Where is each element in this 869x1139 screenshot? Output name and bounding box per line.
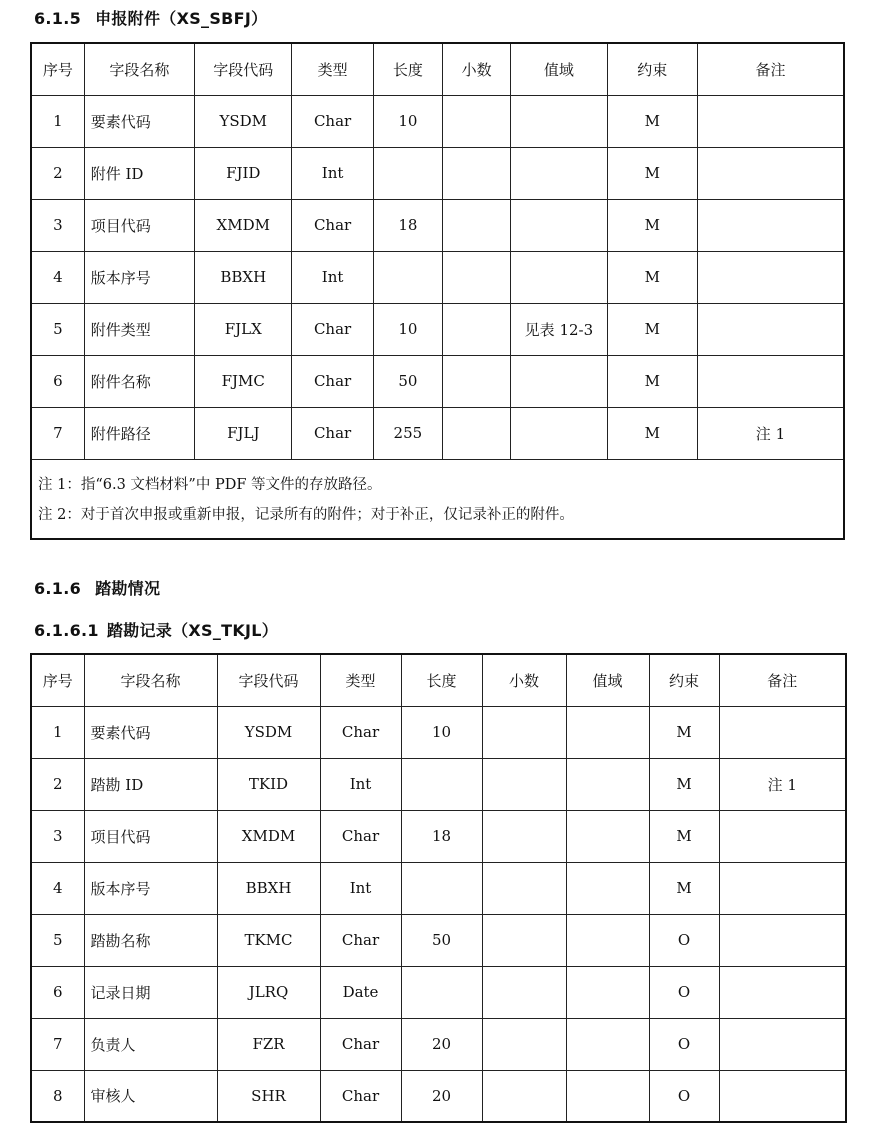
note-line: 注 2：对于首次申报或重新申报，记录所有的附件；对于补正，仅记录补正的附件。 [38, 506, 574, 523]
table-cell: Char [292, 199, 373, 251]
table-cell [719, 810, 846, 862]
table-cell: 附件名称 [84, 355, 194, 407]
table-cell [401, 966, 482, 1018]
table-cell: Date [320, 966, 401, 1018]
table-row [31, 303, 844, 355]
table-cell [511, 407, 607, 459]
column-header: 约束 [649, 654, 719, 706]
table-row [31, 914, 846, 966]
table-cell: 255 [373, 407, 442, 459]
column-header: 类型 [292, 43, 373, 95]
table-cell: M [649, 758, 719, 810]
table-row [31, 810, 846, 862]
table-cell: BBXH [195, 251, 292, 303]
table-cell [442, 251, 510, 303]
table-cell: M [607, 251, 697, 303]
table-cell [442, 199, 510, 251]
table-cell: FZR [217, 1018, 320, 1070]
column-header: 值域 [511, 43, 607, 95]
table-cell [482, 706, 566, 758]
table-cell: M [607, 303, 697, 355]
table-cell [566, 1018, 649, 1070]
table-cell: 10 [373, 95, 442, 147]
table-cell: Char [320, 914, 401, 966]
table-cell [697, 251, 844, 303]
table-cell [442, 407, 510, 459]
table-cell: 18 [401, 810, 482, 862]
table-cell: Char [292, 95, 373, 147]
column-header: 类型 [320, 654, 401, 706]
section-heading-6-1-6-1 [34, 621, 278, 641]
section-heading-6-1-5 [34, 9, 267, 29]
table-cell: Char [292, 303, 373, 355]
table-cell: JLRQ [217, 966, 320, 1018]
table-cell: 审核人 [84, 1070, 217, 1122]
table-cell [566, 1070, 649, 1122]
table-cell: O [649, 966, 719, 1018]
table-row [31, 95, 844, 147]
table-cell [566, 810, 649, 862]
table-row [31, 758, 846, 810]
table-cell [697, 95, 844, 147]
table-cell [482, 1070, 566, 1122]
table-cell: 20 [401, 1070, 482, 1122]
column-header: 序号 [31, 654, 84, 706]
table-cell [373, 147, 442, 199]
table-cell: Int [292, 251, 373, 303]
table-cell [401, 862, 482, 914]
table-cell: M [649, 862, 719, 914]
table-cell: 踏勘 ID [84, 758, 217, 810]
column-header: 字段名称 [84, 654, 217, 706]
table-cell [482, 862, 566, 914]
table-cell [697, 199, 844, 251]
table-row [31, 199, 844, 251]
table-cell [442, 303, 510, 355]
table-cell: XMDM [195, 199, 292, 251]
table-cell [442, 147, 510, 199]
table-cell [511, 147, 607, 199]
note-line: 注 1：指“6.3 文档材料”中 PDF 等文件的存放路径。 [38, 476, 382, 493]
table-cell: 7 [31, 407, 84, 459]
table-cell [697, 303, 844, 355]
table-cell: 18 [373, 199, 442, 251]
table-cell: 6 [31, 355, 84, 407]
column-header: 字段代码 [217, 654, 320, 706]
table-cell: O [649, 914, 719, 966]
table-cell [719, 1018, 846, 1070]
table-cell: 附件 ID [84, 147, 194, 199]
table-cell [511, 199, 607, 251]
table-cell: M [607, 355, 697, 407]
table-row [31, 1070, 846, 1122]
table-cell: 附件路径 [84, 407, 194, 459]
table-cell [566, 966, 649, 1018]
table-cell [566, 862, 649, 914]
table-cell [719, 966, 846, 1018]
table-notes [31, 459, 844, 539]
table-cell [482, 810, 566, 862]
table-cell: M [607, 407, 697, 459]
table-cell: 2 [31, 758, 84, 810]
table-cell [566, 758, 649, 810]
table-cell [401, 758, 482, 810]
table-cell [442, 95, 510, 147]
column-header: 备注 [719, 654, 846, 706]
table-cell: 1 [31, 706, 84, 758]
table-cell: 踏勘名称 [84, 914, 217, 966]
table-cell [566, 706, 649, 758]
table-row [31, 966, 846, 1018]
table-cell: M [607, 199, 697, 251]
table-notes-row [31, 459, 844, 539]
table-row [31, 1018, 846, 1070]
table-cell: 5 [31, 914, 84, 966]
table-cell: 4 [31, 862, 84, 914]
table-cell: 10 [401, 706, 482, 758]
table-cell: 负责人 [84, 1018, 217, 1070]
table-cell [373, 251, 442, 303]
table-cell: Int [320, 758, 401, 810]
table-cell: 要素代码 [84, 95, 194, 147]
table-cell [442, 355, 510, 407]
section-heading-6-1-6 [34, 579, 160, 599]
table-cell: 10 [373, 303, 442, 355]
column-header: 备注 [697, 43, 844, 95]
column-header: 长度 [401, 654, 482, 706]
table-cell: 注 1 [719, 758, 846, 810]
column-header: 长度 [373, 43, 442, 95]
column-header: 字段名称 [84, 43, 194, 95]
table-cell [719, 862, 846, 914]
table-cell [719, 1070, 846, 1122]
table-cell: 版本序号 [84, 251, 194, 303]
section-title: 申报附件（XS_SBFJ） [95, 9, 268, 28]
table-cell: O [649, 1070, 719, 1122]
table-cell: 50 [373, 355, 442, 407]
table-xs-sbfj [30, 42, 845, 540]
column-header: 字段代码 [195, 43, 292, 95]
table-row [31, 407, 844, 459]
column-header: 序号 [31, 43, 84, 95]
table-cell: FJLX [195, 303, 292, 355]
table-header-row [31, 654, 846, 706]
table-cell [697, 147, 844, 199]
table-cell: 版本序号 [84, 862, 217, 914]
table-cell: YSDM [217, 706, 320, 758]
table-cell [482, 914, 566, 966]
table-cell: 20 [401, 1018, 482, 1070]
column-header: 小数 [442, 43, 510, 95]
table-cell: Char [320, 1018, 401, 1070]
table-cell: FJLJ [195, 407, 292, 459]
table-cell [719, 706, 846, 758]
table-cell: M [649, 810, 719, 862]
table-cell [511, 251, 607, 303]
section-number: 6.1.6.1 [34, 621, 99, 640]
table-cell: M [607, 147, 697, 199]
table-cell: M [607, 95, 697, 147]
table-cell: Char [320, 706, 401, 758]
table-row [31, 251, 844, 303]
table-cell: BBXH [217, 862, 320, 914]
table-cell: Char [320, 810, 401, 862]
table-cell: FJID [195, 147, 292, 199]
table-cell: 6 [31, 966, 84, 1018]
section-title: 踏勘情况 [95, 579, 161, 598]
table-row [31, 147, 844, 199]
table-cell: Char [292, 407, 373, 459]
table-cell: 3 [31, 199, 84, 251]
section-title: 踏勘记录（XS_TKJL） [106, 621, 279, 640]
table-cell: SHR [217, 1070, 320, 1122]
table-cell: O [649, 1018, 719, 1070]
column-header: 小数 [482, 654, 566, 706]
table-row [31, 862, 846, 914]
table-cell: 项目代码 [84, 199, 194, 251]
section-number: 6.1.5 [34, 9, 82, 28]
table-cell [566, 914, 649, 966]
table-cell: XMDM [217, 810, 320, 862]
table-cell [482, 1018, 566, 1070]
table-row [31, 355, 844, 407]
column-header: 值域 [566, 654, 649, 706]
table-cell: 2 [31, 147, 84, 199]
table-cell: Int [292, 147, 373, 199]
table-cell: 50 [401, 914, 482, 966]
table-cell: 8 [31, 1070, 84, 1122]
table-cell: Char [320, 1070, 401, 1122]
table-cell: 见表 12-3 [511, 303, 607, 355]
table-cell: TKMC [217, 914, 320, 966]
table-cell: Int [320, 862, 401, 914]
table-cell [719, 914, 846, 966]
table-row [31, 706, 846, 758]
table-cell [482, 966, 566, 1018]
table-cell [482, 758, 566, 810]
table-cell [697, 355, 844, 407]
table-cell: 4 [31, 251, 84, 303]
table-xs-tkjl [30, 653, 847, 1123]
table-cell: M [649, 706, 719, 758]
table-cell: 1 [31, 95, 84, 147]
table-cell: TKID [217, 758, 320, 810]
table-cell: 项目代码 [84, 810, 217, 862]
column-header: 约束 [607, 43, 697, 95]
table-cell: 3 [31, 810, 84, 862]
table-header-row [31, 43, 844, 95]
section-number: 6.1.6 [34, 579, 82, 598]
table-cell: Char [292, 355, 373, 407]
table-cell: 记录日期 [84, 966, 217, 1018]
table-cell: 7 [31, 1018, 84, 1070]
table-cell: FJMC [195, 355, 292, 407]
table-cell: 5 [31, 303, 84, 355]
table-cell [511, 355, 607, 407]
table-cell: YSDM [195, 95, 292, 147]
table-cell: 附件类型 [84, 303, 194, 355]
table-cell: 注 1 [697, 407, 844, 459]
table-cell [511, 95, 607, 147]
table-cell: 要素代码 [84, 706, 217, 758]
